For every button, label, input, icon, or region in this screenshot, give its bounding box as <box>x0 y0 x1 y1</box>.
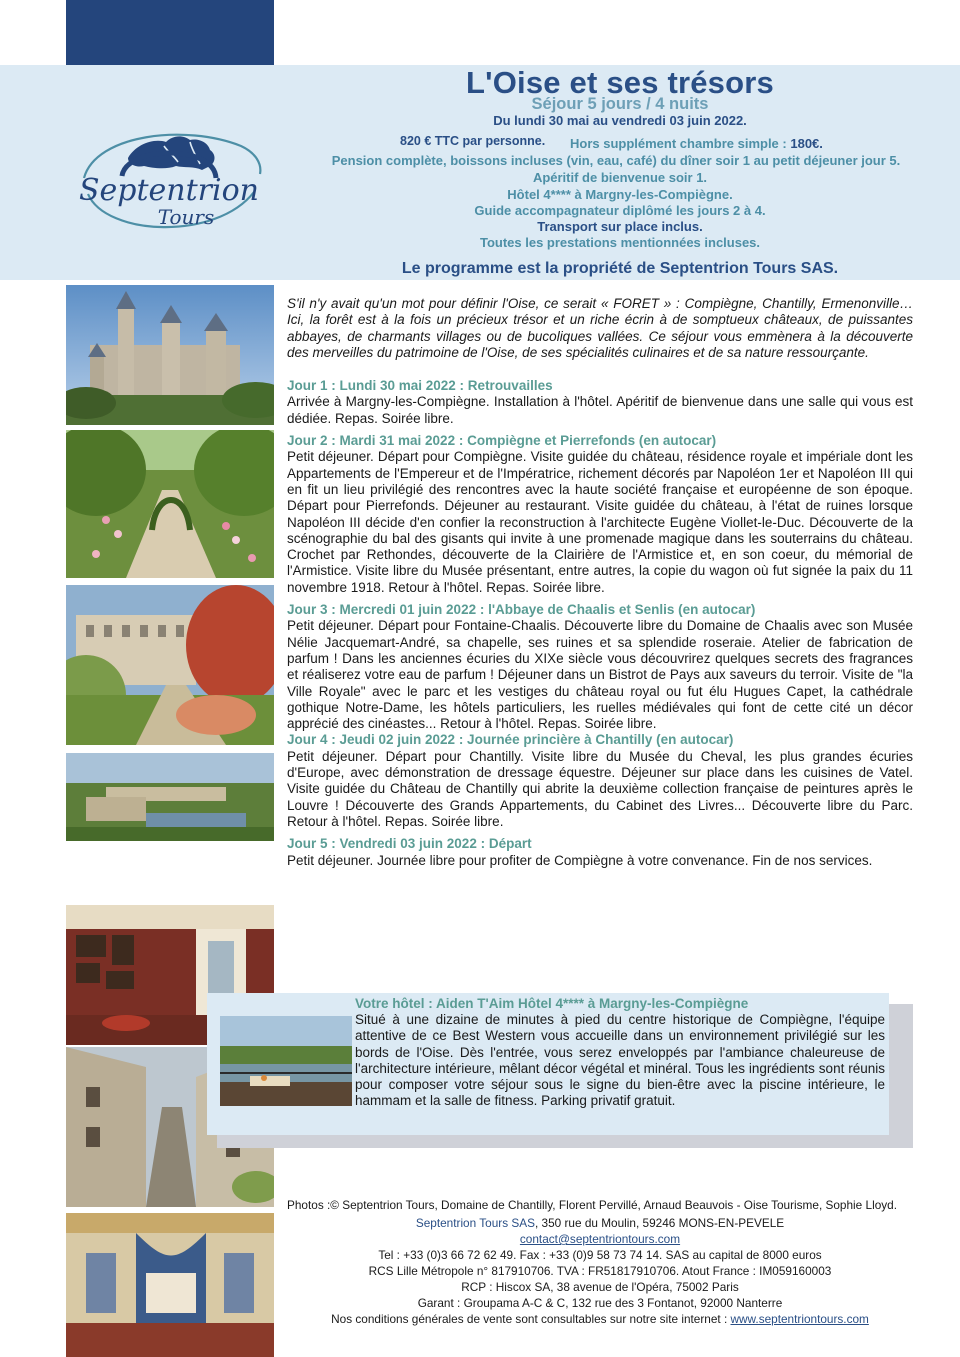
photo-credits: Photos :© Septentrion Tours, Domaine de Chantilly, Florent Pervillé, Arnaud Beauvois - Oise Tourisme, Sophie Lloyd. <box>287 1198 897 1212</box>
day-text: Petit déjeuner. Départ pour Compiègne. Visite guidée du château, résidence royale et impériale dont les Appartements de l'Empereur et de l'Impératrice, richement décorés par Napoléon 1er et Napoléon III qui en fit un lieu privilégié des rencontres avec la haute société française et européenne de son époque. Départ pour Pierrefonds. Déjeuner au restaurant. Visite guidée du château, à l'état de ruines lorsque Napoléon III décide d'en confier la reconstruction à l'architecte Eugène Viollet-le-Duc. Découverte de la scénographie du bal des gisants qui invite à une promenade magique dans les souterrains du château. Crochet par Rethondes, découverte de la Clairière de l'Armistice et, en son coeur, du mémorial de l'Armistice. Visite libre du Musée présentant, entre autres, la copie du wagon où fut signée la paix du 11 novembre 1918. Retour à l'hôtel. Repas. Soirée libre. <box>287 449 913 595</box>
day-1 <box>287 378 913 427</box>
hotel-description: Situé à une dizaine de minutes à pied du centre historique de Compiègne, l'équipe attentive de ce Best Western vous accueille dans un environnement privilégié sur les bords de l'Oise. Dès l'entrée, vous serez enveloppés par l'ambiance chaleureuse de l'architecture intérieure, mêlant décor végétal et minéral. Tous les ingrédients sont réunis pour composer votre séjour sous le signe du bien-être avec la piscine intérieure, le hammam et la salle de fitness. Parking privatif gratuit. <box>355 1012 885 1109</box>
day-title: Jour 2 : Mardi 31 mai 2022 : Compiègne et Pierrefonds (en autocar) <box>287 433 717 449</box>
day-4 <box>287 732 913 830</box>
prestations-info: Toutes les prestations mentionnées incluses. <box>479 235 761 250</box>
navy-accent-bar <box>66 0 274 65</box>
photo-chantilly-aerial <box>66 753 274 841</box>
property-notice: Le programme est la propriété de Septentrion Tours SAS. <box>401 260 839 277</box>
guarantor-info: Garant : Groupama A-C & C, 132 rue des 3 Fontanot, 92000 Nanterre <box>417 1296 783 1310</box>
page-title: L'Oise et ses trésors <box>466 65 774 100</box>
photo-column <box>66 285 274 1357</box>
transport-info: Transport sur place inclus. <box>537 219 703 234</box>
supplement-value: 180€. <box>790 136 823 151</box>
pension-info: Pension complète, boissons incluses (vin, eau, café) du dîner soir 1 au petit déjeuner jour 5. <box>331 153 901 168</box>
photo-hotel-terrace <box>220 1016 352 1106</box>
day-title: Jour 3 : Mercredi 01 juin 2022 : l'Abbaye de Chaalis et Senlis (en autocar) <box>287 602 756 618</box>
logo-sub: Tours <box>157 205 215 229</box>
septentrion-tours-logo <box>66 116 272 246</box>
page-subtitle: Séjour 5 jours / 4 nuits <box>531 95 709 113</box>
company-name: Septentrion Tours SAS <box>415 1216 535 1230</box>
contact-email[interactable]: contact@septentriontours.com <box>519 1232 681 1246</box>
day-title: Jour 4 : Jeudi 02 juin 2022 : Journée princière à Chantilly (en autocar) <box>287 732 734 748</box>
day-title: Jour 5 : Vendredi 03 juin 2022 : Départ <box>287 836 532 852</box>
footer <box>287 1197 913 1327</box>
registration-info: RCS Lille Métropole n° 817910706. TVA : FR51817910706. Atout France : IM059160003 <box>368 1264 832 1278</box>
photo-park-chateau <box>66 585 274 745</box>
website-link[interactable]: www.septentriontours.com <box>730 1312 869 1326</box>
photo-rose-garden <box>66 430 274 578</box>
day-text: Arrivée à Margny-les-Compiègne. Installation à l'hôtel. Apéritif de bienvenue dans une salle qui vous est dédiée. Repas. Soirée libre. <box>287 394 913 426</box>
phone-fax: Tel : +33 (0)3 66 72 62 49. Fax : +33 (0)9 58 73 74 14. SAS au capital de 8000 euros <box>378 1248 822 1262</box>
photo-pierrefonds-castle <box>66 285 274 425</box>
company-address: Septentrion Tours SAS, 350 rue du Moulin, 59246 MONS-EN-PEVELE <box>415 1216 785 1230</box>
photo-royal-bedroom <box>66 1213 274 1357</box>
trip-dates: Du lundi 30 mai au vendredi 03 juin 2022. <box>493 113 747 128</box>
hotel-info: Hôtel 4**** à Margny-les-Compiègne. <box>507 187 733 202</box>
insurance-info: RCP : Hiscox SA, 38 avenue de l'Opéra, 75002 Paris <box>461 1280 739 1294</box>
hotel-title: Votre hôtel : Aiden T'Aim Hôtel 4**** à Margny-les-Compiègne <box>355 996 749 1011</box>
day-title: Jour 1 : Lundi 30 mai 2022 : Retrouvailles <box>287 378 553 394</box>
logo-name: Septentrion <box>78 173 260 208</box>
day-3 <box>287 602 913 732</box>
day-text: Petit déjeuner. Journée libre pour profiter de Compiègne à votre convenance. Fin de nos services. <box>287 852 873 868</box>
day-text: Petit déjeuner. Départ pour Fontaine-Chaalis. Découverte libre du Domaine de Chaalis avec son Musée Nélie Jacquemart-André, sa chapelle, ses ruines et sa splendide roseraie. Atelier de fabrication de parfum ! Dans les anciennes écuries du XIXe siècle vous découvrirez quelques secrets des fragrances et réaliserez votre eau de parfum ! Déjeuner dans un Bistrot de Pays aux saveurs du terroir. Visite de "la Ville Royale" avec le parc et les vestiges du château royal ou fut élu Hugues Capet, la cathédrale gothique Notre-Dame, les hôtels particuliers, les ruelles médiévales qui font de cette cité un décor apprécié des cinéastes... Retour à l'hôtel. Repas. Soirée libre. <box>287 618 913 732</box>
day-5 <box>287 836 913 869</box>
terms-line: Nos conditions générales de vente sont consultables sur notre site internet : www.septentriontours.com <box>331 1312 869 1326</box>
hotel-text-block <box>355 996 885 1109</box>
day-text: Petit déjeuner. Départ pour Chantilly. Visite libre du Musée du Cheval, les plus grandes écuries d'Europe, avec démonstration de dressage équestre. Déjeuner sur place dans les cuisines de Vatel. Visite guidée du Château de Chantilly qui abrite la deuxième collection française de peintures après le Louvre ! Découverte des Grands Appartements, du Cabinet des Livres... Découverte libre du Parc. Retour à l'hôtel. Repas. Soirée libre. <box>287 748 913 829</box>
price: 820 € TTC par personne. <box>400 134 546 148</box>
intro-paragraph: S'il n'y avait qu'un mot pour définir l'Oise, ce serait « FORET » : Compiègne, Chantilly, Ermenonville… Ici, la forêt est à la fois un précieux trésor et un riche écrin à de somptueux châteaux, de puissantes abbayes, de charmants villages ou de bucoliques vallées. Ce séjour vous emmènera à la découverte des merveilles du patrimoine de l'Oise, de ses spécialités culinaires et de sa nature ressourçante. <box>287 296 913 360</box>
aperitif-info: Apéritif de bienvenue soir 1. <box>532 170 708 185</box>
single-supplement: Hors supplément chambre simple : 180€. <box>570 136 823 151</box>
guide-info: Guide accompagnateur diplômé les jours 2 à 4. <box>474 203 766 218</box>
main-content <box>287 296 913 869</box>
day-2 <box>287 433 913 596</box>
